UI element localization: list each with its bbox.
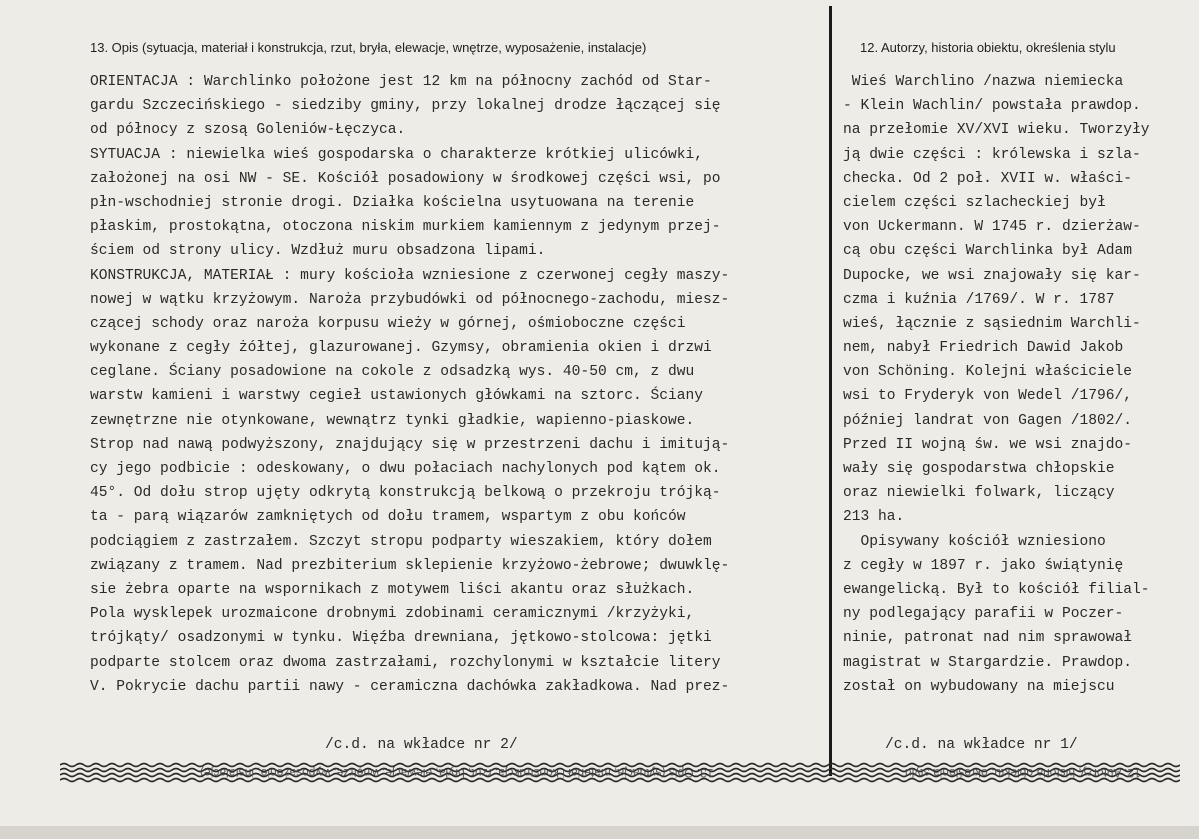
text-line: cy jego podbicie : odeskowany, o dwu połaciach nachylonych pod kątem ok.	[90, 461, 721, 477]
text-line: nem, nabył Friedrich Dawid Jakob	[843, 340, 1124, 357]
text-line: KONSTRUKCJA, MATERIAŁ : mury kościoła wzniesione z czerwonej cegły maszy-	[90, 267, 730, 284]
card-bottom-edge	[0, 826, 1199, 839]
text-line: wsi to Fryderyk von Wedel /1796/,	[843, 388, 1133, 405]
text-line: Opisywany kościół wzniesiono	[843, 533, 1106, 550]
text-line: czącej schody oraz naroża korpusu wieży w górnej, ośmioboczne części	[90, 315, 686, 332]
text-line: ninie, patronat nad nim sprawował	[843, 630, 1133, 647]
text-line: Strop nad nawą podwyższony, znajdujący się w przestrzeni dachu i imitują-	[90, 436, 730, 453]
text-line: gardu Szczecińskiego - siedziby gminy, przy lokalnej drodze łączącej się	[90, 98, 721, 115]
mirrored-header-left: 13. Opis (sytuacja, materiał i konstrukcja, rzut, bryła, elewacje, wnętrze, wyposażenie, instalacje)	[200, 766, 714, 780]
text-line: von Schöning. Kolejni właściciele	[843, 364, 1133, 381]
continuation-note-left: /c.d. na wkładce nr 2/	[325, 737, 518, 753]
text-line: związany z tramem. Nad prezbiterium sklepienie krzyżowo-żebrowe; dwuwklę-	[90, 557, 730, 574]
text-line: od północy z szosą Goleniów-Łęczyca.	[90, 122, 406, 139]
text-line: wykonane z cegły żółtej, glazurowanej. Gzymsy, obramienia okien i drzwi	[90, 340, 712, 357]
text-line: czma i kuźnia /1769/. W r. 1787	[843, 291, 1115, 308]
text-line: ta - parą wiązarów zamkniętych od dołu tramem, wspartym z obu końców	[90, 509, 686, 526]
text-line: ceglane. Ściany posadowione na cokole z odsadzką wys. 40-50 cm, z dwu	[90, 364, 695, 381]
mirrored-header-right: 12. Autorzy, historia obiektu, określenia stylu	[905, 766, 1141, 780]
text-line: oraz niewielki folwark, liczący	[843, 485, 1115, 502]
text-line: - Klein Wachlin/ powstała prawdop.	[843, 98, 1141, 115]
history-text	[843, 70, 1195, 699]
text-line: płaskim, prostokątna, otoczona niskim murkiem kamiennym z jedynym przej-	[90, 219, 721, 236]
text-line: ORIENTACJA : Warchlinko położone jest 12 km na północny zachód od Star-	[90, 74, 712, 90]
text-line: ją dwie części : królewska i szla-	[843, 146, 1141, 163]
section-13-header: 13. Opis (sytuacja, materiał i konstrukcja, rzut, bryła, elewacje, wnętrze, wyposażenie, instalacje)	[90, 40, 647, 55]
continuation-note-right: /c.d. na wkładce nr 1/	[885, 737, 1078, 753]
text-line: Pola wysklepek urozmaicone drobnymi zdobinami ceramicznymi /krzyżyki,	[90, 606, 695, 623]
text-line: został on wybudowany na miejscu	[843, 678, 1115, 695]
text-line: podparte stolcem oraz dwoma zastrzałami, rozchylonymi w kształcie litery	[90, 654, 721, 671]
text-line: później landrat von Gagen /1802/.	[843, 412, 1133, 429]
text-line: wały się gospodarstwa chłopskie	[843, 461, 1115, 477]
text-line: ściem od strony ulicy. Wzdłuż muru obsadzona lipami.	[90, 243, 546, 260]
text-line: z cegły w 1897 r. jako świątynię	[843, 557, 1124, 574]
section-12-header: 12. Autorzy, historia obiektu, określenia stylu	[860, 40, 1116, 55]
text-line: Przed II wojną św. we wsi znajdo-	[843, 436, 1133, 453]
text-line: płn-wschodniej stronie drogi. Działka kościelna usytuowana na terenie	[90, 194, 695, 211]
text-line: na przełomie XV/XVI wieku. Tworzyły	[843, 122, 1150, 139]
text-line: trójkąty/ osadzonymi w tynku. Więźba drewniana, jętkowo-stolcowa: jętki	[90, 630, 712, 647]
text-line: warstw kamieni i warstwy cegieł ustawionych główkami na sztorc. Ściany	[90, 388, 704, 405]
text-line: V. Pokrycie dachu partii nawy - ceramiczna dachówka zakładkowa. Nad prez-	[90, 678, 730, 695]
text-line: ewangelicką. Był to kościół filial-	[843, 581, 1150, 598]
description-text	[90, 70, 825, 699]
text-line: Dupocke, we wsi znajowały się kar-	[843, 267, 1141, 284]
text-line: ny podlegający parafii w Poczer-	[843, 606, 1124, 623]
text-line: 45°. Od dołu strop ujęty odkrytą konstrukcją belkową o przekroju trójką-	[90, 485, 721, 502]
text-line: cielem części szlacheckiej był	[843, 194, 1106, 211]
text-line: checka. Od 2 poł. XVII w. właści-	[843, 170, 1133, 187]
text-line: Wieś Warchlino /nazwa niemiecka	[843, 74, 1124, 90]
text-line: założonej na osi NW - SE. Kościół posadowiony w środkowej części wsi, po	[90, 170, 721, 187]
text-line: SYTUACJA : niewielka wieś gospodarska o charakterze krótkiej ulicówki,	[90, 146, 704, 163]
text-line: zewnętrzne nie otynkowane, wewnątrz tynki gładkie, wapienno-piaskowe.	[90, 412, 695, 429]
text-line: wieś, łącznie z sąsiednim Warchli-	[843, 315, 1141, 332]
text-line: sie żebra oparte na wspornikach z motywem liści akantu oraz służkach.	[90, 581, 695, 598]
text-line: magistrat w Stargardzie. Prawdop.	[843, 654, 1133, 671]
text-line: podciągiem z zastrzałem. Szczyt stropu podparty wieszakiem, który dołem	[90, 533, 712, 550]
text-line: von Uckermann. W 1745 r. dzierżaw-	[843, 219, 1141, 236]
text-line: nowej w wątku krzyżowym. Naroża przybudówki od północnego-zachodu, miesz-	[90, 291, 730, 308]
text-line: cą obu części Warchlinka był Adam	[843, 243, 1133, 260]
text-line: 213 ha.	[843, 509, 905, 526]
column-divider	[829, 6, 832, 776]
